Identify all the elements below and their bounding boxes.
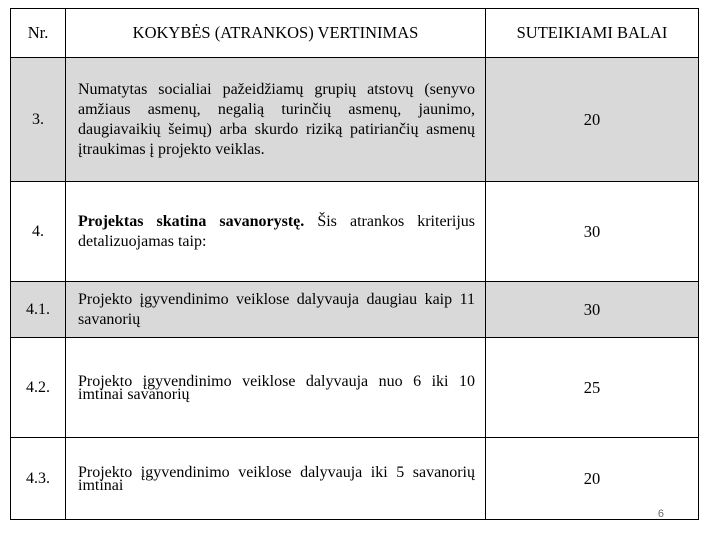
row-nr: 4. (11, 182, 66, 282)
row-nr: 4.2. (11, 338, 66, 438)
row-nr: 4.3. (11, 438, 66, 520)
row-points: 20 (486, 58, 699, 182)
row-description: Projekto įgyvendinimo veiklose dalyvauja iki 5 savanorių imtinai (66, 438, 486, 520)
row-points: 30 (486, 182, 699, 282)
row-nr: 4.1. (11, 282, 66, 338)
header-criterion: KOKYBĖS (ATRANKOS) VERTINIMAS (66, 9, 486, 58)
table-row (11, 282, 699, 338)
table-row (11, 182, 699, 282)
table-row (11, 438, 699, 520)
table-row (11, 58, 699, 182)
row-points: 20 (486, 438, 699, 520)
row-description-bold: Projektas skatina savanorystę. (78, 212, 305, 230)
row-description (66, 182, 486, 282)
header-nr: Nr. (11, 9, 66, 58)
table-header-row (11, 9, 699, 58)
table-row (11, 338, 699, 438)
criteria-table (10, 8, 699, 520)
page-number: 6 (657, 508, 664, 520)
row-description: Numatytas socialiai pažeidžiamų grupių atstovų (senyvo amžiaus asmenų, negalią turinčių asmenų, jaunimo, daugiavaikių šeimų) arba skurdo riziką patiriančių asmenų įtraukimas į projekto veiklas. (66, 58, 486, 182)
row-nr: 3. (11, 58, 66, 182)
row-points: 30 (486, 282, 699, 338)
row-points: 25 (486, 338, 699, 438)
row-description: Projekto įgyvendinimo veiklose dalyvauja nuo 6 iki 10 imtinai savanorių (66, 338, 486, 438)
row-description-rest: Šis atrankos kriterijus detalizuojamas taip: (78, 212, 475, 250)
row-description: Projekto įgyvendinimo veiklose dalyvauja daugiau kaip 11 savanorių (66, 282, 486, 338)
header-points: SUTEIKIAMI BALAI (486, 9, 699, 58)
